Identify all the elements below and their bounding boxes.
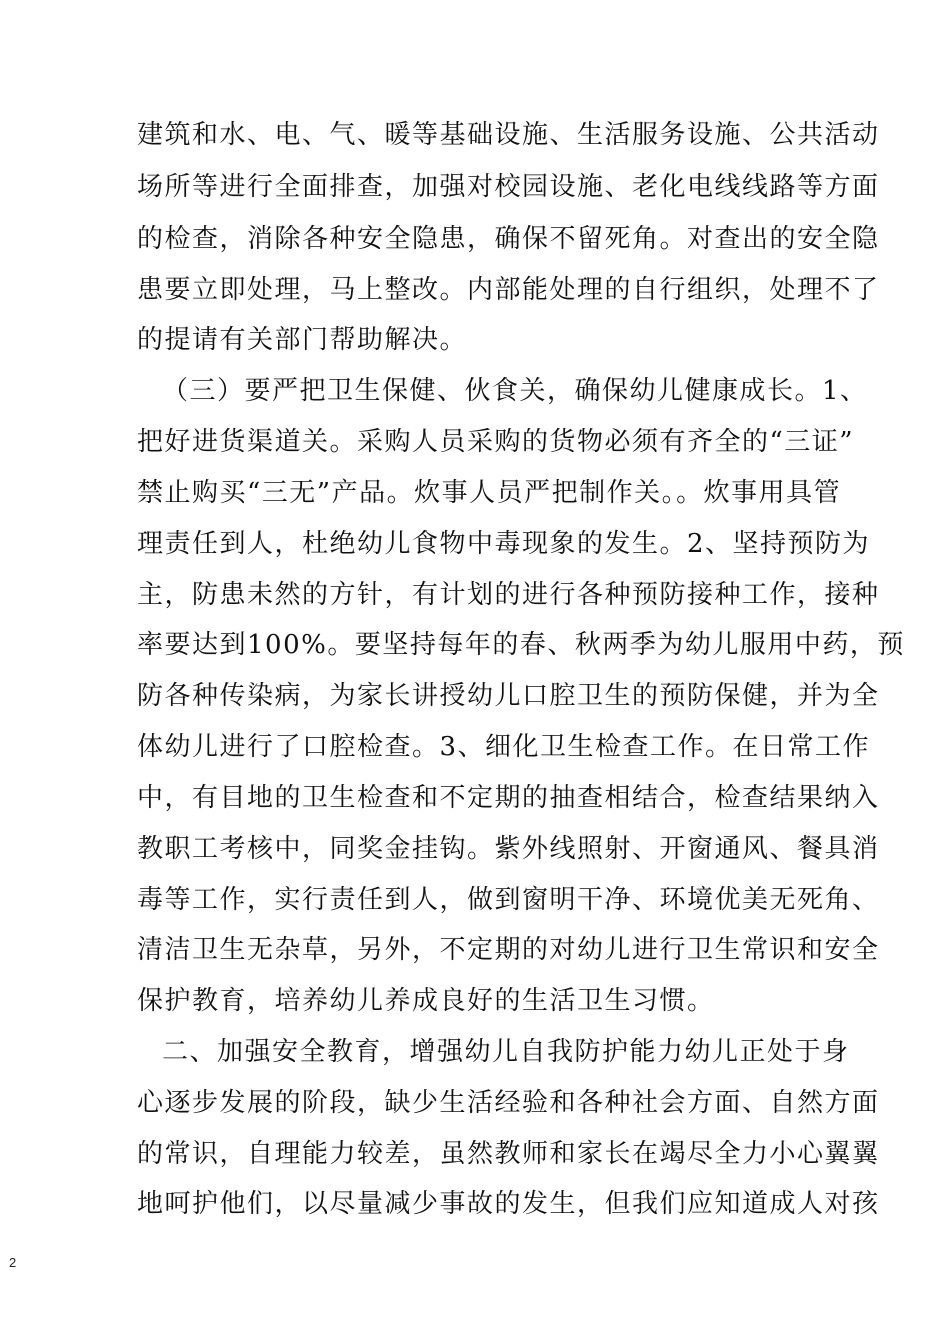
text-line: 体幼儿进行了口腔检查。3、细化卫生检查工作。在日常工作 bbox=[137, 732, 871, 762]
paragraph-start-line: 二、加强安全教育，增强幼儿自我防护能力幼儿正处于身 bbox=[162, 1037, 850, 1067]
page-number: 2 bbox=[9, 1255, 17, 1270]
text-line: 把好进货渠道关。采购人员采购的货物必须有齐全的“三证” bbox=[137, 427, 855, 457]
text-line: 中，有目地的卫生检查和不定期的抽查相结合，检查结果纳入 bbox=[137, 783, 880, 813]
text-line: 主，防患未然的方针，有计划的进行各种预防接种工作，接种 bbox=[137, 580, 880, 610]
text-line: 地呵护他们，以尽量减少事故的发生，但我们应知道成人对孩 bbox=[137, 1189, 880, 1219]
text-line: 防各种传染病，为家长讲授幼儿口腔卫生的预防保健，并为全 bbox=[137, 681, 880, 711]
text-line: 患要立即处理，马上整改。内部能处理的自行组织，处理不了 bbox=[137, 275, 880, 305]
paragraph-start-line: （三）要严把卫生保健、伙食关，确保幼儿健康成长。1、 bbox=[162, 376, 868, 406]
text-line: 心逐步发展的阶段，缺少生活经验和各种社会方面、自然方面 bbox=[137, 1088, 880, 1118]
text-line: 理责任到人，杜绝幼儿食物中毒现象的发生。2、坚持预防为 bbox=[137, 529, 871, 559]
text-line: 毒等工作，实行责任到人，做到窗明干净、环境优美无死角、 bbox=[137, 885, 880, 915]
text-line: 的常识，自理能力较差，虽然教师和家长在竭尽全力小心翼翼 bbox=[137, 1139, 880, 1169]
text-line: 的检查，消除各种安全隐患，确保不留死角。对查出的安全隐 bbox=[137, 224, 880, 254]
text-line: 场所等进行全面排查，加强对校园设施、老化电线线路等方面 bbox=[137, 172, 880, 202]
text-line: 清洁卫生无杂草，另外，不定期的对幼儿进行卫生常识和安全 bbox=[137, 935, 880, 965]
text-line: 建筑和水、电、气、暖等基础设施、生活服务设施、公共活动 bbox=[137, 120, 880, 150]
text-line: 教职工考核中，同奖金挂钩。紫外线照射、开窗通风、餐具消 bbox=[137, 834, 880, 864]
text-line: 禁止购买“三无”产品。炊事人员严把制作关。。炊事用具管 bbox=[137, 478, 842, 508]
text-line: 率要达到100%。要坚持每年的春、秋两季为幼儿服用中药，预 bbox=[137, 630, 905, 660]
text-line: 保护教育，培养幼儿养成良好的生活卫生习惯。 bbox=[137, 986, 715, 1016]
text-line: 的提请有关部门帮助解决。 bbox=[137, 325, 468, 355]
